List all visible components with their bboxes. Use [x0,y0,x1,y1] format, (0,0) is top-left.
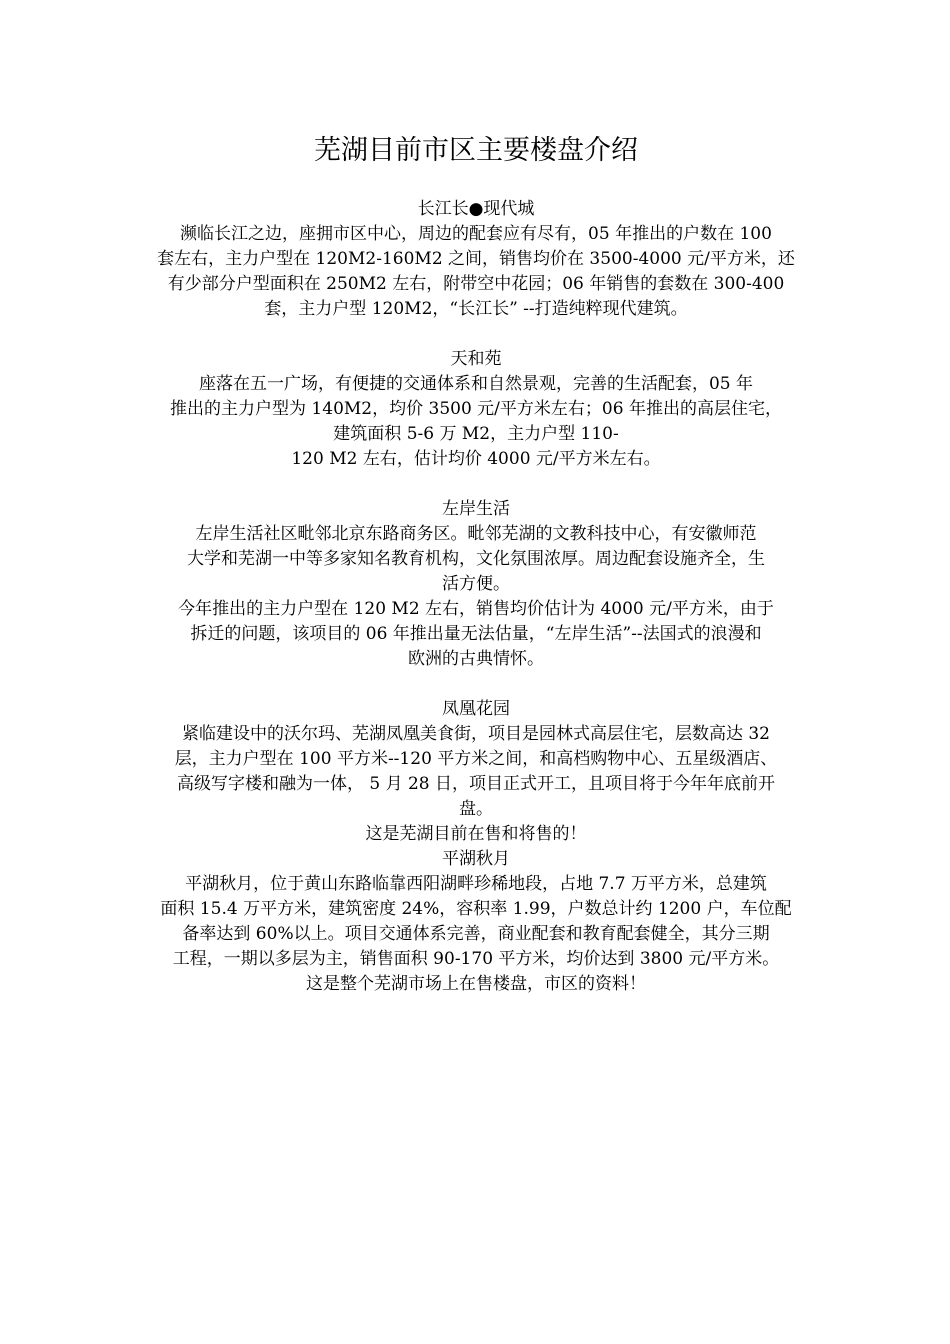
body-line: 套左右，主力户型在 120M2-160M2 之间，销售均价在 3500-4000 元/平方米，还 [157,249,795,269]
section-zuoanshenghuo [145,497,807,672]
section-pinghuqiuyue [145,847,807,997]
body-line: 欧洲的古典情怀。 [408,649,544,669]
body-line: 活方便。 [442,574,510,594]
body-line: 有少部分户型面积在 250M2 左右，附带空中花园；06 年销售的套数在 300-400 [167,274,785,294]
document-title: 芜湖目前市区主要楼盘介绍 [314,135,638,166]
section-body [145,722,807,822]
section-tianheyuan [145,347,807,472]
body-line: 紧临建设中的沃尔玛、芜湖凤凰美食街，项目是园林式高层住宅，层数高达 32 [181,724,771,744]
body-line: 套，主力户型 120M2，“长江长” --打造纯粹现代建筑。 [264,299,688,319]
section-body [145,372,807,472]
body-line: 大学和芜湖一中等多家知名教育机构，文化氛围浓厚。周边配套设施齐全，生 [187,549,765,569]
body-line: 今年推出的主力户型在 120 M2 左右，销售均价估计为 4000 元/平方米，由于 [178,599,774,619]
section-changjiangchang [145,197,807,322]
section-heading: 长江长●现代城 [417,199,535,219]
body-line: 层，主力户型在 100 平方米--120 平方米之间，和高档购物中心、五星级酒店、 [174,749,778,769]
section-body [145,872,807,972]
section-heading: 左岸生活 [442,499,510,519]
body-line: 备率达到 60%以上。项目交通体系完善，商业配套和教育配套健全，其分三期 [182,924,770,944]
section-heading: 平湖秋月 [442,849,510,869]
body-line: 左岸生活社区毗邻北京东路商务区。毗邻芜湖的文教科技中心，有安徽师范 [195,524,757,544]
section-body [145,522,807,672]
body-line: 盘。 [459,799,493,819]
section-heading: 天和苑 [450,349,502,369]
body-line: 120 M2 左右，估计均价 4000 元/平方米左右。 [291,449,661,469]
section-note: 这是芜湖目前在售和将售的！ [365,824,587,844]
body-line: 濒临长江之边，座拥市区中心，周边的配套应有尽有，05 年推出的户数在 100 [180,224,772,244]
section-heading: 凤凰花园 [442,699,510,719]
section-fenghuanghuayuan [145,697,807,847]
body-line: 推出的主力户型为 140M2，均价 3500 元/平方米左右；06 年推出的高层住宅， [170,399,782,419]
body-line: 建筑面积 5-6 万 M2，主力户型 110- [333,424,619,444]
section-note: 这是整个芜湖市场上在售楼盘，市区的资料！ [306,974,646,994]
body-line: 高级写字楼和融为一体， 5 月 28 日，项目正式开工，且项目将于今年年底前开 [176,774,776,794]
body-line: 拆迁的问题，该项目的 06 年推出量无法估量，“左岸生活”--法国式的浪漫和 [190,624,762,644]
body-line: 工程，一期以多层为主，销售面积 90-170 平方米，均价达到 3800 元/平方米。 [172,949,780,969]
body-line: 面积 15.4 万平方米，建筑密度 24%，容积率 1.99，户数总计约 1200 户，车位配 [160,899,792,919]
document-page [145,130,807,997]
body-line: 座落在五一广场，有便捷的交通体系和自然景观，完善的生活配套，05 年 [198,374,754,394]
body-line: 平湖秋月，位于黄山东路临靠西阳湖畔珍稀地段，占地 7.7 万平方米，总建筑 [185,874,767,894]
section-body [145,222,807,322]
